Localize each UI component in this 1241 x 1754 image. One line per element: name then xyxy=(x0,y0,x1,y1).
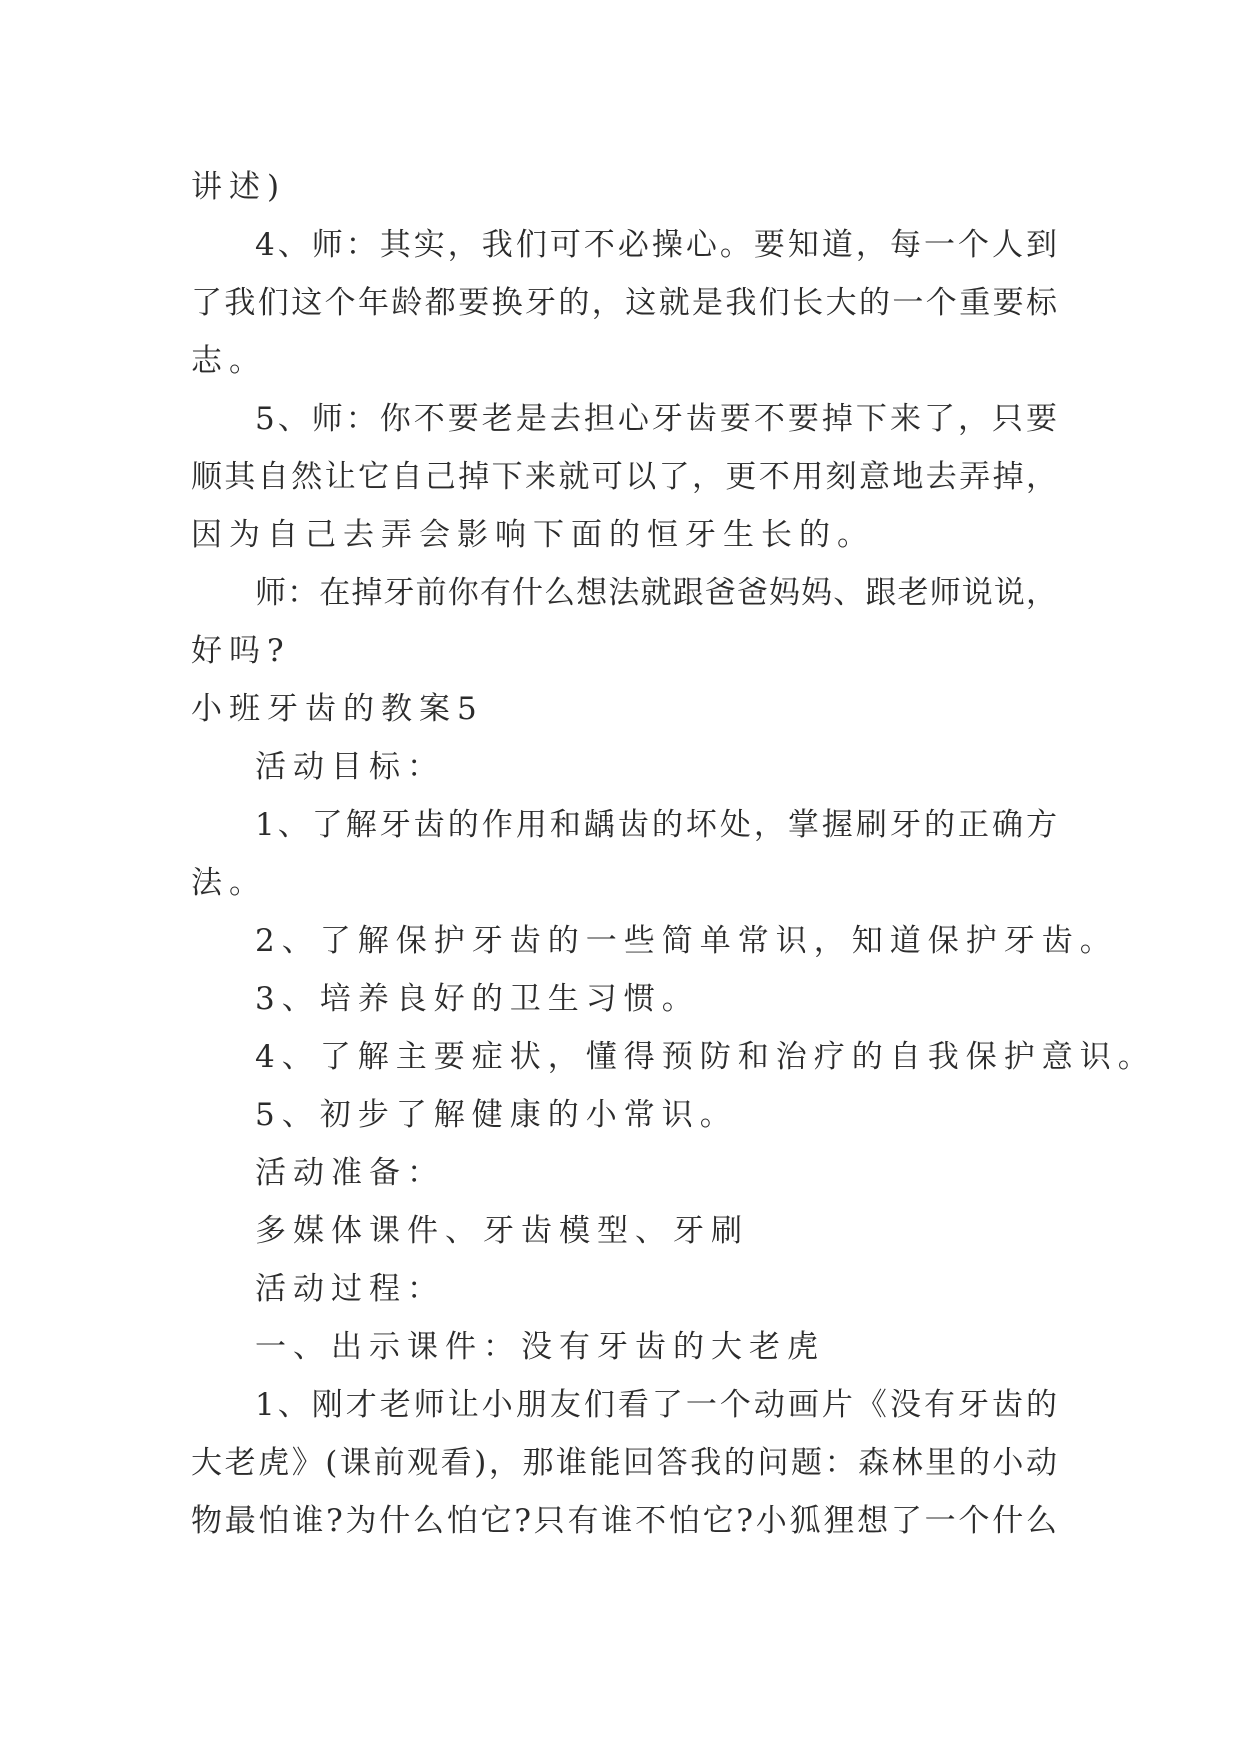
text-line: 讲述) xyxy=(191,169,287,205)
text-line: 一、出示课件：没有牙齿的大老虎 xyxy=(255,1329,825,1365)
text-line: 3、培养良好的卫生习惯。 xyxy=(255,981,700,1017)
text-line: 4、了解主要症状，懂得预防和治疗的自我保护意识。 xyxy=(255,1039,1156,1075)
text-line: 好吗? xyxy=(191,633,291,669)
text-line: 1、刚才老师让小朋友们看了一个动画片《没有牙齿的 xyxy=(255,1387,1057,1423)
text-line: 活动过程： xyxy=(255,1271,445,1307)
text-line: 顺其自然让它自己掉下来就可以了，更不用刻意地去弄掉， xyxy=(191,459,1057,495)
text-line: 志。 xyxy=(191,343,267,379)
text-line: 多媒体课件、牙齿模型、牙刷 xyxy=(255,1213,749,1249)
text-line: 活动目标： xyxy=(255,749,445,785)
text-line: 了我们这个年龄都要换牙的，这就是我们长大的一个重要标 xyxy=(191,285,1057,321)
document-body xyxy=(191,158,1156,1550)
text-line: 5、师：你不要老是去担心牙齿要不要掉下来了，只要 xyxy=(255,401,1057,437)
text-line: 法。 xyxy=(191,865,267,901)
text-line: 活动准备： xyxy=(255,1155,445,1191)
text-line: 4、师：其实，我们可不必操心。要知道，每一个人到 xyxy=(255,227,1057,263)
text-line: 1、了解牙齿的作用和龋齿的坏处，掌握刷牙的正确方 xyxy=(255,807,1057,843)
text-line: 5、初步了解健康的小常识。 xyxy=(255,1097,738,1133)
text-line: 因为自己去弄会影响下面的恒牙生长的。 xyxy=(191,517,875,553)
text-line: 2、了解保护牙齿的一些简单常识，知道保护牙齿。 xyxy=(255,923,1118,959)
text-line: 大老虎》(课前观看)，那谁能回答我的问题：森林里的小动 xyxy=(191,1445,1057,1481)
section-heading: 小班牙齿的教案5 xyxy=(191,691,484,727)
text-line: 物最怕谁?为什么怕它?只有谁不怕它?小狐狸想了一个什么 xyxy=(191,1503,1057,1539)
text-line: 师：在掉牙前你有什么想法就跟爸爸妈妈、跟老师说说， xyxy=(255,575,1057,611)
